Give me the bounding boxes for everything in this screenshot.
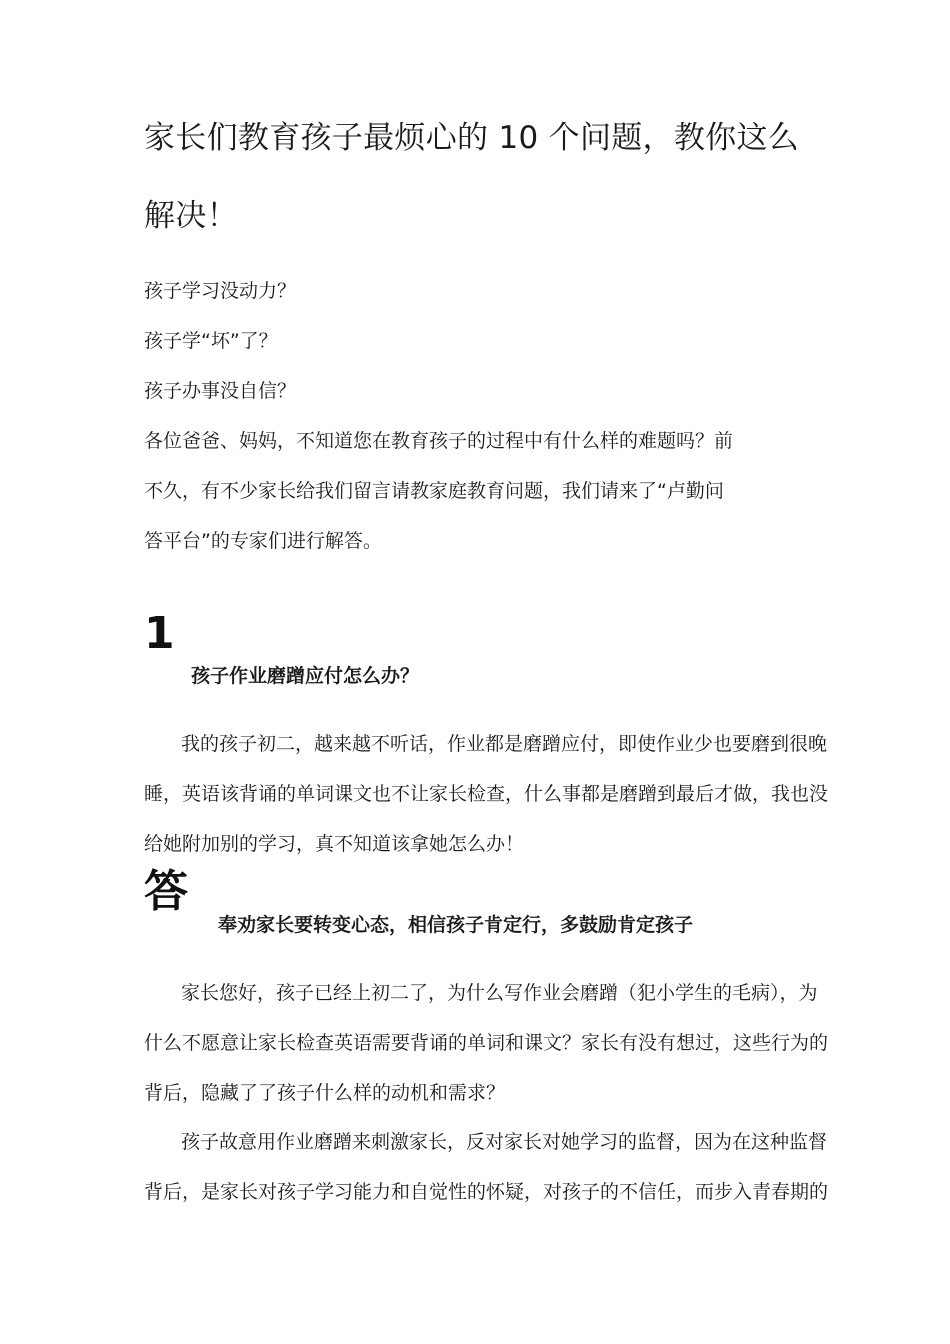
answer-para2-line-2: 背后，是家长对孩子学习能力和自觉性的怀疑，对孩子的不信任，而步入青春期的: [144, 1181, 829, 1203]
intro-question-1: 孩子学习没动力？: [144, 280, 297, 302]
answer-para1-line-3: 背后，隐藏了了孩子什么样的动机和需求？: [144, 1082, 506, 1104]
answer-mark: 答: [144, 866, 188, 917]
question-line-3: 给她附加别的学习，真不知道该拿她怎么办！: [144, 833, 525, 855]
intro-paragraph-line-3: 答平台”的专家们进行解答。: [144, 530, 382, 552]
question-line-1: 我的孩子初二，越来越不听话，作业都是磨蹭应付，即使作业少也要磨到很晚: [181, 733, 828, 755]
intro-paragraph-line-1: 各位爸爸、妈妈，不知道您在教育孩子的过程中有什么样的难题吗？前: [144, 430, 734, 452]
intro-paragraph-line-2: 不久，有不少家长给我们留言请教家庭教育问题，我们请来了“卢勤问: [144, 480, 724, 502]
answer-title: 奉劝家长要转变心态，相信孩子肯定行，多鼓励肯定孩子: [218, 914, 694, 936]
intro-question-2: 孩子学“坏”了？: [144, 330, 278, 352]
answer-para1-line-2: 什么不愿意让家长检查英语需要背诵的单词和课文？家长有没有想过，这些行为的: [144, 1032, 829, 1054]
question-line-2: 睡，英语该背诵的单词课文也不让家长检查，什么事都是磨蹭到最后才做，我也没: [144, 783, 829, 805]
document-title-line-2: 解决！: [144, 198, 238, 234]
document-title-line-1: 家长们教育孩子最烦心的 10 个问题，教你这么: [144, 120, 800, 156]
answer-para2-line-1: 孩子故意用作业磨蹭来刺激家长，反对家长对她学习的监督，因为在这种监督: [181, 1131, 828, 1153]
answer-para1-line-1: 家长您好，孩子已经上初二了，为什么写作业会磨蹭（犯小学生的毛病），为: [181, 982, 818, 1004]
section-number: 1: [144, 608, 175, 659]
intro-question-3: 孩子办事没自信？: [144, 380, 297, 402]
section-question-title: 孩子作业磨蹭应付怎么办？: [191, 665, 420, 687]
